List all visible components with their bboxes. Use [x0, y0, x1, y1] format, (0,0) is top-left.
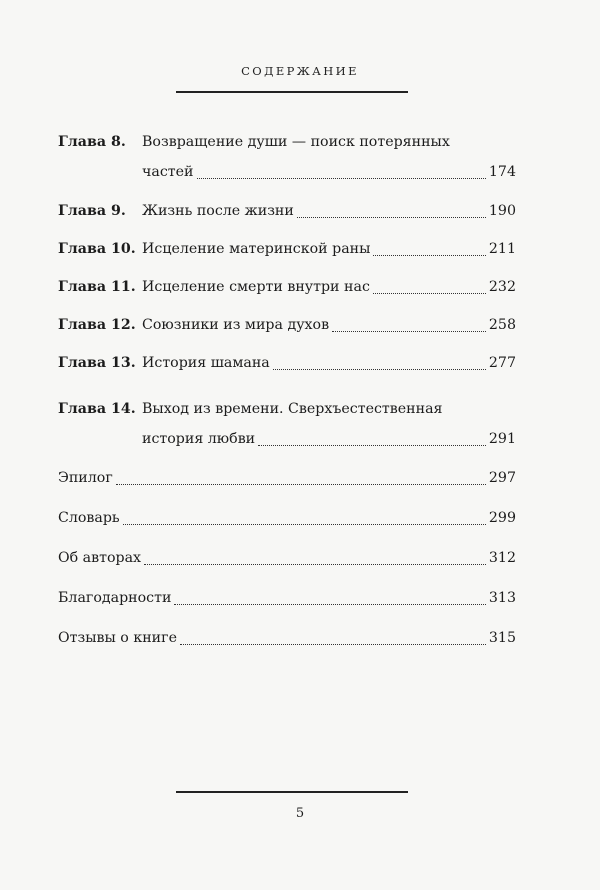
dot-leader	[174, 604, 486, 605]
page-number: 190	[488, 203, 516, 219]
page-header: СОДЕРЖАНИЕ	[241, 64, 359, 78]
chapter-title: Исцеление смерти внутри нас	[142, 279, 370, 295]
chapter-label: Глава 9.	[58, 203, 126, 219]
header-rule	[176, 91, 408, 93]
chapter-title-line2: частей	[142, 164, 194, 180]
page-number: 277	[488, 355, 516, 371]
chapter-title-line2: история любви	[142, 431, 256, 447]
page-number: 297	[488, 470, 516, 486]
chapter-label: Глава 11.	[58, 279, 136, 295]
dot-leader	[144, 564, 486, 565]
chapter-title-line1: Возвращение души — поиск потерянных	[142, 134, 450, 150]
page-number: 315	[488, 630, 516, 646]
dot-leader	[123, 524, 486, 525]
chapter-label: Глава 10.	[58, 241, 136, 257]
section-title: Об авторах	[58, 550, 142, 566]
dot-leader	[373, 293, 486, 294]
section-title: Отзывы о книге	[58, 630, 177, 646]
dot-leader	[297, 217, 486, 218]
page-number: 211	[488, 241, 516, 257]
page-number: 174	[488, 164, 516, 180]
chapter-label: Глава 14.	[58, 401, 136, 417]
dot-leader	[373, 255, 485, 256]
page-number: 313	[488, 590, 516, 606]
page-number: 232	[488, 279, 516, 295]
folio-page-number: 5	[295, 806, 305, 821]
chapter-title-line1: Выход из времени. Сверхъестественная	[142, 401, 443, 417]
section-title: Благодарности	[58, 590, 172, 606]
section-title: Эпилог	[58, 470, 113, 486]
dot-leader	[273, 369, 486, 370]
dot-leader	[332, 331, 486, 332]
section-title: Словарь	[58, 510, 120, 526]
chapter-label: Глава 12.	[58, 317, 136, 333]
page-number: 312	[488, 550, 516, 566]
page-number: 291	[488, 431, 516, 447]
chapter-title: История шамана	[142, 355, 270, 371]
dot-leader	[197, 178, 486, 179]
chapter-label: Глава 13.	[58, 355, 136, 371]
footer-rule	[176, 791, 408, 793]
chapter-label: Глава 8.	[58, 134, 126, 150]
chapter-title: Жизнь после жизни	[142, 203, 294, 219]
chapter-title: Союзники из мира духов	[142, 317, 330, 333]
page-number: 258	[488, 317, 516, 333]
dot-leader	[116, 484, 486, 485]
chapter-title: Исцеление материнской раны	[142, 241, 371, 257]
dot-leader	[180, 644, 486, 645]
page-number: 299	[488, 510, 516, 526]
dot-leader	[258, 445, 486, 446]
